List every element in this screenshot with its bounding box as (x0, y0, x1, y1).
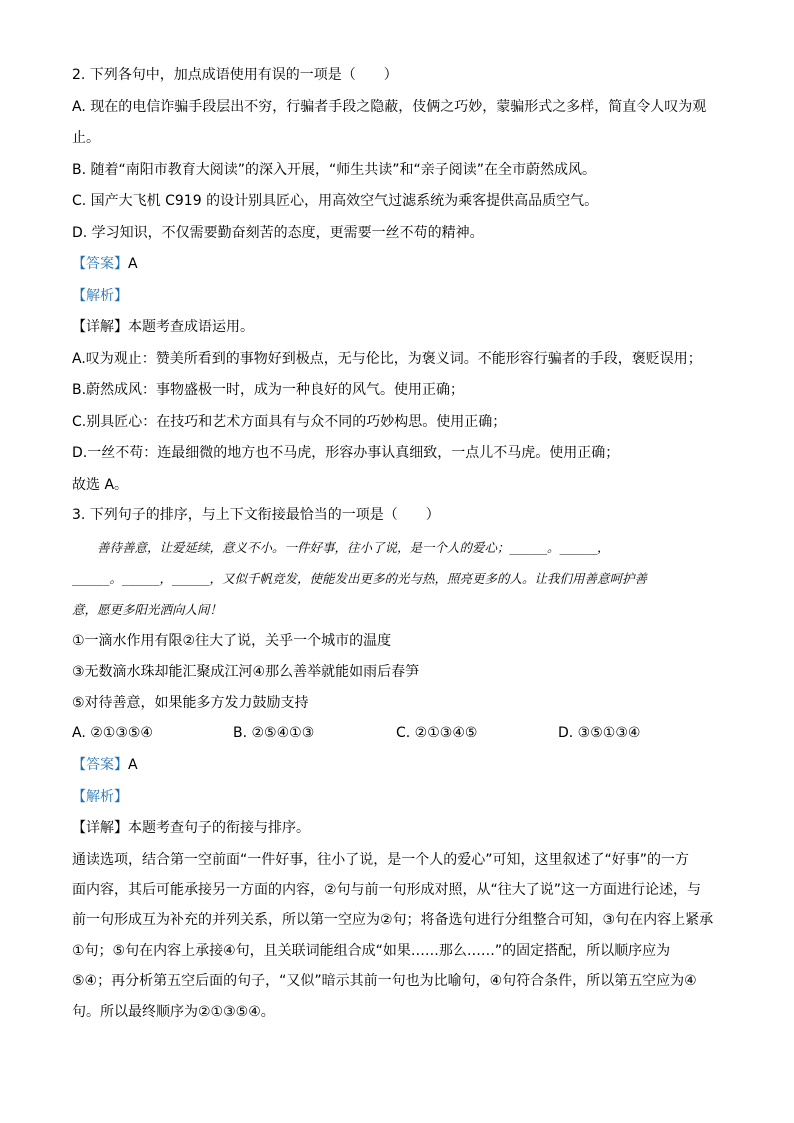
q2-stem: 2. 下列各句中，加点成语使用有误的一项是（ ） (72, 67, 398, 83)
q2-explanation-a: A.叹为观止：赞美所看到的事物好到极点，无与伦比，为褒义词。不能形容行骗者的手段，褒贬误用； (72, 351, 702, 367)
answer-tag: 【答案】 (72, 256, 128, 272)
q3-items-line2: ③无数滴水珠却能汇聚成江河④那么善举就能如雨后春笋 (72, 664, 420, 680)
detail-intro: 本题考查成语运用。 (128, 319, 254, 335)
q3-option-d: D. ③⑤①③④ (558, 725, 641, 741)
q3-explanation-line1: 通读选项，结合第一空前面“一件好事，往小了说，是一个人的爱心”可知，这里叙述了“好事”的一方 (72, 852, 690, 868)
answer-value: A (128, 256, 138, 272)
q2-analysis-tag (72, 286, 128, 306)
q2-option-a-line1: A. 现在的电信诈骗手段层出不穷，行骗者手段之隐蔽，伎俩之巧妙，蒙骗形式之多样，简直令人叹为观 (72, 99, 707, 115)
q3-explanation-line4: ①句；⑤句在内容上承接④句，且关联词能组合成“如果……那么……”的固定搭配，所以顺序应为 (72, 943, 671, 959)
q2-option-c: C. 国产大飞机 C919 的设计别具匠心，用高效空气过滤系统为乘客提供高品质空气。 (72, 193, 599, 209)
q3-explanation-line2: 面内容，其后可能承接另一方面的内容，②句与前一句形成对照，从“往大了说”这一方面进行论述，与 (72, 882, 702, 898)
q3-answer (72, 755, 138, 775)
analysis-tag: 【解析】 (72, 288, 128, 304)
detail-tag: 【详解】 (72, 319, 128, 335)
q2-option-d: D. 学习知识，不仅需要勤奋刻苦的态度，更需要一丝不苟的精神。 (72, 225, 484, 241)
q3-passage-line2: ______。______，______，又似千帆竞发，使能发出更多的光与热，照亮更多的人。让我们用善意呵护善 (72, 571, 648, 586)
detail-tag: 【详解】 (72, 820, 128, 836)
q2-conclusion: 故选 A。 (72, 477, 129, 493)
q3-passage-line1: 善待善意，让爱延续，意义不小。一件好事，往小了说，是一个人的爱心；______。______， (72, 540, 610, 555)
q3-explanation-line5: ⑤④；再分析第五空后面的句子，“又似”暗示其前一句也为比喻句，④句符合条件，所以第五空应为④ (72, 973, 697, 989)
q3-detail (72, 818, 310, 838)
detail-intro: 本题考查句子的衔接与排序。 (128, 820, 310, 836)
q3-stem: 3. 下列句子的排序，与上下文衔接最恰当的一项是（ ） (72, 507, 440, 523)
q3-option-c: C. ②①③④⑤ (396, 725, 478, 741)
q2-explanation-c: C.别具匠心：在技巧和艺术方面具有与众不同的巧妙构思。使用正确； (72, 414, 507, 430)
q3-analysis-tag (72, 787, 128, 807)
q3-items-line1: ①一滴水作用有限②往大了说，关乎一个城市的温度 (72, 633, 392, 649)
q2-answer (72, 254, 138, 274)
q3-explanation-line3: 前一句形成互为补充的并列关系，所以第一空应为②句；将备选句进行分组整合可知，③句在内容上紧承 (72, 912, 714, 928)
q2-option-b: B. 随着“南阳市教育大阅读”的深入开展，“师生共读”和“亲子阅读”在全市蔚然成风。 (72, 162, 597, 178)
answer-value: A (128, 757, 138, 773)
q3-passage-line3: 意，愿更多阳光洒向人间！ (72, 602, 223, 617)
analysis-tag: 【解析】 (72, 789, 128, 805)
q3-option-a: A. ②①③⑤④ (72, 725, 153, 741)
q2-explanation-b: B.蔚然成风：事物盛极一时，成为一种良好的风气。使用正确； (72, 382, 465, 398)
q3-explanation-line6: 句。所以最终顺序为②①③⑤④。 (72, 1004, 275, 1020)
q2-detail (72, 317, 254, 337)
answer-tag: 【答案】 (72, 757, 128, 773)
q3-option-b: B. ②⑤④①③ (233, 725, 315, 741)
q2-option-a-line2: 止。 (72, 130, 100, 146)
q3-items-line3: ⑤对待善意，如果能多方发力鼓励支持 (72, 695, 309, 711)
q2-explanation-d: D.一丝不苟：连最细微的地方也不马虎，形容办事认真细致，一点儿不马虎。使用正确； (72, 445, 620, 461)
